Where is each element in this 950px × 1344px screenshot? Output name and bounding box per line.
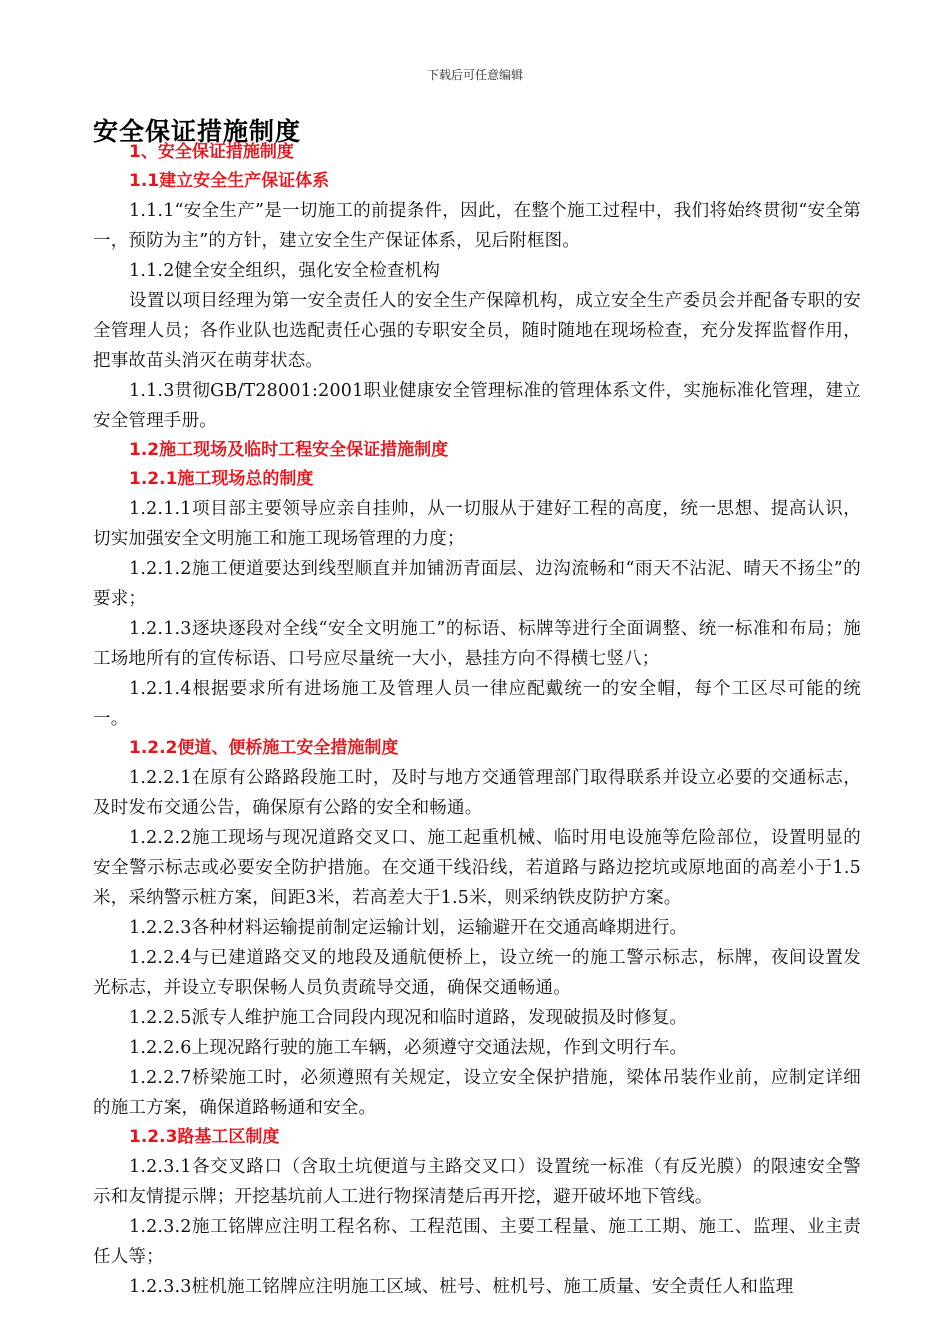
section-heading: 1.2施工现场及临时工程安全保证措施制度 bbox=[129, 440, 449, 460]
paragraph: 1.2.2.6上现况路行驶的施工车辆，必须遵守交通法规，作到文明行车。 bbox=[129, 1038, 688, 1058]
paragraph: 1.2.2.2施工现场与现况道路交叉口、施工起重机械、临时用电设施等危险部位，设置明显的安全警示标志或必要安全防护措施。在交通干线沿线，若道路与路边挖坑或原地面的高差小于1.5米，采纳警示桩方案，间距3米，若高差大于1.5米，则采纳铁皮防护方案。 bbox=[93, 828, 861, 908]
paragraph: 1.2.1.4根据要求所有进场施工及管理人员一律应配戴统一的安全帽，每个工区尽可能的统一。 bbox=[93, 679, 861, 729]
paragraph: 1.2.2.3各种材料运输提前制定运输计划，运输避开在交通高峰期进行。 bbox=[129, 918, 688, 938]
document-title: 安全保证措施制度 bbox=[93, 117, 302, 146]
paragraph: 1.2.2.4与已建道路交叉的地段及通航便桥上，设立统一的施工警示标志，标牌，夜间设置发光标志，并设立专职保畅人员负责疏导交通，确保交通畅通。 bbox=[93, 948, 861, 998]
paragraph: 设置以项目经理为第一安全责任人的安全生产保障机构，成立安全生产委员会并配备专职的安全管理人员；各作业队也选配责任心强的专职安全员，随时随地在现场检查，充分发挥监督作用，把事故苗头消灭在萌芽状态。 bbox=[93, 291, 861, 371]
paragraph: 1.1.3贯彻GB/T28001:2001职业健康安全管理标准的管理体系文件，实施标准化管理，建立安全管理手册。 bbox=[93, 381, 861, 431]
paragraph: 1.2.2.1在原有公路路段施工时，及时与地方交通管理部门取得联系并设立必要的交通标志，及时发布交通公告，确保原有公路的安全和畅通。 bbox=[93, 768, 861, 818]
section-heading: 1.2.1施工现场总的制度 bbox=[129, 469, 314, 489]
paragraph: 1.2.2.5派专人维护施工合同段内现况和临时道路，发现破损及时修复。 bbox=[129, 1008, 688, 1028]
paragraph: 1.2.3.2施工铭牌应注明工程名称、工程范围、主要工程量、施工工期、施工、监理、业主责任人等； bbox=[93, 1217, 861, 1267]
header-note: 下载后可任意编辑 bbox=[426, 68, 523, 82]
paragraph: 1.2.3.1各交叉路口（含取土坑便道与主路交叉口）设置统一标准（有反光膜）的限速安全警示和友情提示牌；开挖基坑前人工进行物探清楚后再开挖，避开破坏地下管线。 bbox=[93, 1157, 861, 1207]
section-heading: 1.2.3路基工区制度 bbox=[129, 1127, 280, 1147]
paragraph: 1.2.3.3桩机施工铭牌应注明施工区域、桩号、桩机号、施工质量、安全责任人和监理 bbox=[129, 1277, 794, 1297]
paragraph: 1.2.1.3逐块逐段对全线“安全文明施工”的标语、标牌等进行全面调整、统一标准和布局；施工场地所有的宣传标语、口号应尽量统一大小，悬挂方向不得横七竖八； bbox=[93, 619, 861, 669]
section-heading: 1.2.2便道、便桥施工安全措施制度 bbox=[129, 738, 399, 758]
paragraph: 1.2.2.7桥梁施工时，必须遵照有关规定，设立安全保护措施，梁体吊装作业前，应制定详细的施工方案，确保道路畅通和安全。 bbox=[93, 1068, 861, 1118]
section-heading: 1.1建立安全生产保证体系 bbox=[129, 171, 330, 191]
paragraph: 1.1.2健全安全组织，强化安全检查机构 bbox=[129, 261, 441, 281]
section-heading: 1、安全保证措施制度 bbox=[129, 142, 294, 162]
document-body bbox=[93, 138, 861, 1302]
paragraph: 1.2.1.2施工便道要达到线型顺直并加铺沥青面层、边沟流畅和“雨天不沾泥、晴天不扬尘”的要求； bbox=[93, 559, 861, 609]
paragraph: 1.2.1.1项目部主要领导应亲自挂帅，从一切服从于建好工程的高度，统一思想、提高认识，切实加强安全文明施工和施工现场管理的力度； bbox=[93, 499, 861, 549]
paragraph: 1.1.1“安全生产”是一切施工的前提条件，因此，在整个施工过程中，我们将始终贯彻“安全第一，预防为主”的方针，建立安全生产保证体系，见后附框图。 bbox=[93, 201, 861, 251]
